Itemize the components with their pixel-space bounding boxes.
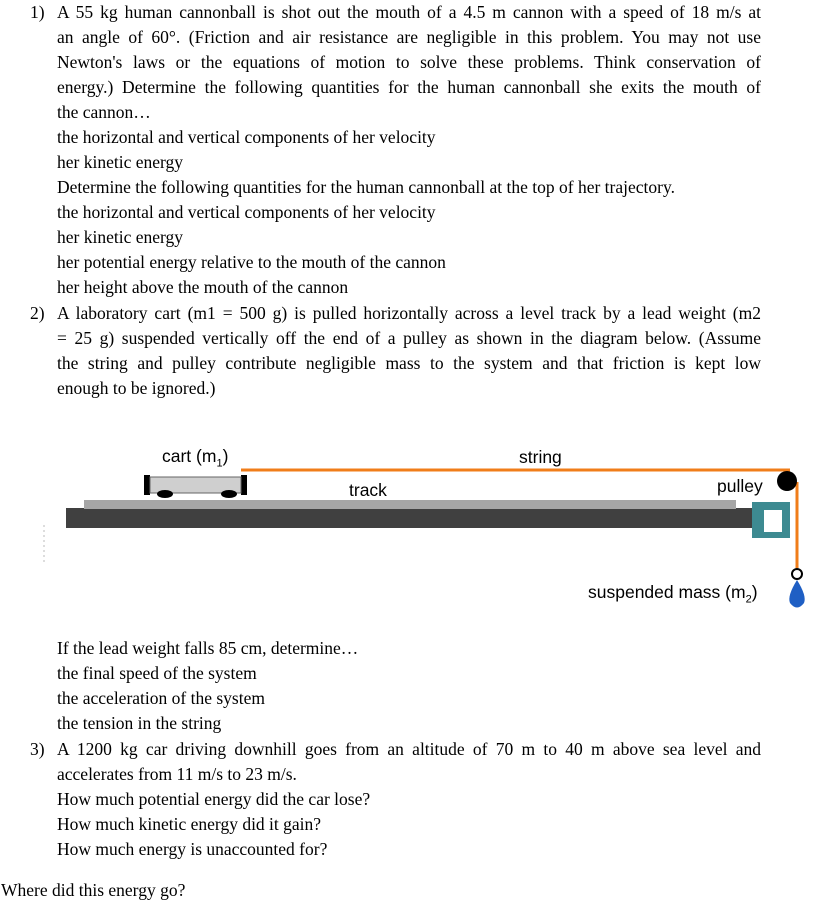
q3-number: 3) <box>30 739 45 759</box>
cart-wheel-left <box>157 490 173 498</box>
q2-line-1: A laboratory cart (m1 = 500 g) is pulled horizontally across a level track by a lead weight (m2 <box>57 303 761 323</box>
q2-item-3: the acceleration of the system <box>57 688 265 708</box>
string-label: string <box>519 447 562 467</box>
q1-item-3: Determine the following quantities for the human cannonball at the top of her trajectory. <box>57 177 675 197</box>
suspended-weight <box>789 580 804 608</box>
q2-item-2: the final speed of the system <box>57 663 257 683</box>
q2-line-4: enough to be ignored.) <box>57 378 216 398</box>
q1-item-5: her kinetic energy <box>57 227 184 247</box>
q2-item-4: the tension in the string <box>57 713 222 733</box>
track-label: track <box>349 480 387 500</box>
cart-bumper-right <box>241 475 247 495</box>
q1-item-7: her height above the mouth of the cannon <box>57 277 349 297</box>
q1-line-4: energy.) Determine the following quantities for the human cannonball she exits the mouth of <box>57 77 761 97</box>
cart-bumper-left <box>144 475 150 495</box>
q3-item-1: How much potential energy did the car lose? <box>57 789 371 809</box>
q1-item-4: the horizontal and vertical components of her velocity <box>57 202 436 222</box>
q3-item-3: How much energy is unaccounted for? <box>57 839 328 859</box>
q1-item-6: her potential energy relative to the mouth of the cannon <box>57 252 446 272</box>
q3-item-2: How much kinetic energy did it gain? <box>57 814 322 834</box>
q3-line-1: A 1200 kg car driving downhill goes from an altitude of 70 m to 40 m above sea level and <box>57 739 761 759</box>
q1-number: 1) <box>30 2 45 22</box>
q1-line-1: A 55 kg human cannonball is shot out the mouth of a 4.5 m cannon with a speed of 18 m/s at <box>57 2 761 22</box>
pulley-wheel <box>777 471 797 491</box>
track-top <box>84 500 736 509</box>
suspended-mass-label: suspended mass $(m_2)$ <box>588 582 758 606</box>
final-question: Where did this energy go? <box>1 880 186 900</box>
q1-line-5: the cannon… <box>57 102 151 122</box>
q2-line-2: = 25 g) suspended vertically off the end of a pulley as shown in the diagram below. (Assume <box>57 328 761 348</box>
q2-item-1: If the lead weight falls 85 cm, determine… <box>57 638 359 658</box>
q2-number: 2) <box>30 303 45 323</box>
pulley-bracket-gap <box>764 510 782 532</box>
cart-wheel-right <box>221 490 237 498</box>
weight-hook <box>792 569 802 579</box>
q1-item-2: her kinetic energy <box>57 152 184 172</box>
q1-item-1: the horizontal and vertical components of her velocity <box>57 127 436 147</box>
q3-line-2: accelerates from 11 m/s to 23 m/s. <box>57 764 297 784</box>
q1-line-2: an angle of 60°. (Friction and air resistance are negligible in this problem. You may not use <box>57 27 761 47</box>
pulley-label: pulley <box>717 476 763 496</box>
q1-line-3: Newton's laws or the equations of motion to solve these problems. Think conservation of <box>57 52 761 72</box>
cart-label: cart $(m_1)$ <box>162 446 229 470</box>
q2-line-3: the string and pulley contribute negligible mass to the system and that friction is kept low <box>57 353 761 373</box>
track-base <box>66 508 770 528</box>
